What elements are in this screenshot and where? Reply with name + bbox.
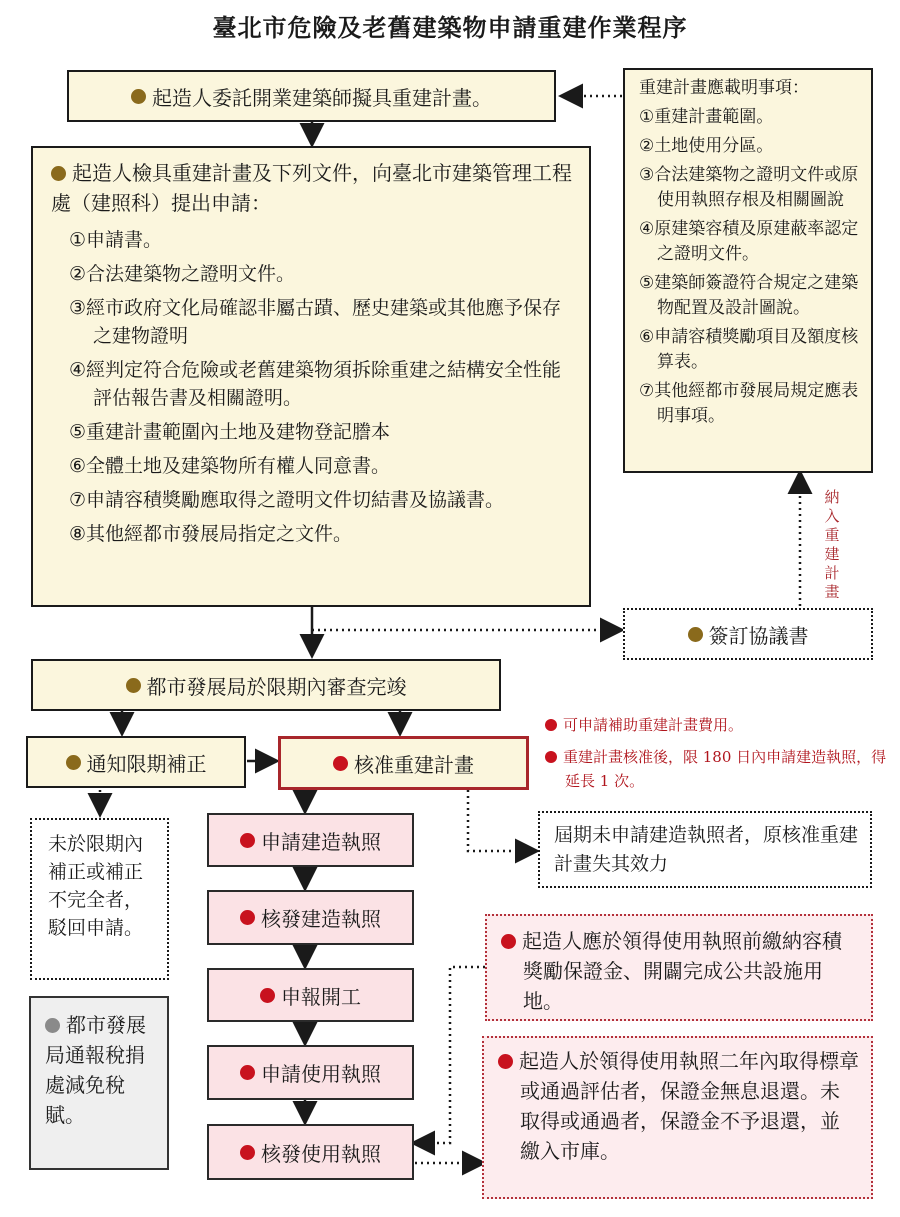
bullet-dot-icon bbox=[240, 1145, 255, 1160]
plan-contents-box bbox=[623, 68, 873, 473]
reject-note-box bbox=[30, 818, 169, 980]
bullet-dot-icon bbox=[66, 755, 81, 770]
deposit-note-box bbox=[485, 914, 873, 1021]
refund-note bbox=[498, 1046, 859, 1166]
tax-note bbox=[45, 1010, 159, 1130]
arrow-deposit-issue bbox=[415, 967, 485, 1143]
refund-note-text: 起造人於領得使用執照二年內取得標章或通過評估者，保證金無息退還。未取得或通過者，保證金不予退還，並繳入市庫。 bbox=[519, 1049, 859, 1163]
bullet-dot-icon bbox=[240, 1065, 255, 1080]
plan-contents-title: 重建計畫應載明事項： bbox=[639, 78, 809, 98]
deposit-note bbox=[501, 926, 859, 1016]
list-item: ⑤建築師簽證符合規定之建築物配置及設計圖說。 bbox=[639, 273, 859, 318]
expire-note-text: 屆期未申請建造執照者，原核准重建計畫失其效力 bbox=[554, 824, 859, 875]
step-label: 核發建造執照 bbox=[261, 907, 381, 931]
review-text: 都市發展局於限期內審查完竣 bbox=[146, 674, 407, 699]
approve-box bbox=[278, 736, 529, 790]
bullet-dot-icon bbox=[260, 988, 275, 1003]
bullet-dot-icon bbox=[240, 910, 255, 925]
tax-note-box bbox=[29, 996, 169, 1170]
deadline-note bbox=[545, 745, 895, 793]
reject-note-text: 未於限期內補正或補正不完全者，駁回申請。 bbox=[48, 833, 144, 939]
correction-box bbox=[26, 736, 246, 788]
bullet-dot-icon bbox=[498, 1054, 513, 1069]
deadline-note-text: 重建計畫核准後，限 180 日內申請建造執照，得延長 1 次。 bbox=[563, 748, 887, 790]
page-title: 臺北市危險及老舊建築物申請重建作業程序 bbox=[212, 14, 688, 42]
step-label: 申報開工 bbox=[281, 984, 361, 1009]
step-report-construction-start bbox=[207, 968, 414, 1022]
deposit-note-text: 起造人應於領得使用執照前繳納容積獎勵保證金、開闢完成公共設施用地。 bbox=[522, 929, 842, 1013]
bullet-dot-icon bbox=[545, 719, 557, 731]
list-item: ⑦申請容積獎勵應取得之證明文件切結書及協議書。 bbox=[69, 489, 505, 511]
step-issue-building-permit bbox=[207, 890, 414, 945]
review-box bbox=[31, 659, 501, 711]
step2-box bbox=[31, 146, 591, 607]
list-item: ③經市政府文化局確認非屬古蹟、歷史建築或其他應予保存之建物證明 bbox=[69, 297, 562, 347]
list-item: ⑥申請容積獎勵項目及額度核算表。 bbox=[639, 327, 859, 372]
bullet-dot-icon bbox=[131, 89, 146, 104]
bullet-dot-icon bbox=[45, 1018, 60, 1033]
list-item: ③合法建築物之證明文件或原使用執照存根及相關圖說 bbox=[639, 165, 859, 210]
sign-agreement-text: 簽訂協議書 bbox=[708, 623, 809, 648]
tax-note-text: 都市發展局通報稅捐處減免稅賦。 bbox=[45, 1013, 146, 1127]
list-item: ④經判定符合危險或老舊建築物須拆除重建之結構安全性能評估報告書及相關證明。 bbox=[69, 359, 562, 409]
step-apply-building-permit bbox=[207, 813, 414, 867]
subsidy-note bbox=[545, 713, 875, 737]
list-item: ⑥全體土地及建築物所有權人同意書。 bbox=[69, 455, 391, 477]
list-item: ⑧其他經都市發展局指定之文件。 bbox=[69, 523, 353, 545]
step-issue-usage-permit bbox=[207, 1124, 414, 1180]
list-item: ①申請書。 bbox=[69, 229, 163, 251]
list-item: ①重建計畫範圍。 bbox=[639, 107, 774, 127]
list-item: ⑤重建計畫範圍內土地及建物登記謄本 bbox=[69, 421, 391, 443]
arrow-approve-expire bbox=[468, 790, 535, 851]
correction-text: 通知限期補正 bbox=[86, 751, 207, 776]
list-item: ②合法建築物之證明文件。 bbox=[69, 263, 296, 285]
bullet-dot-icon bbox=[688, 627, 703, 642]
list-item: ②土地使用分區。 bbox=[639, 136, 774, 156]
step2-intro bbox=[51, 158, 573, 218]
bullet-dot-icon bbox=[126, 678, 141, 693]
step1-box bbox=[67, 70, 556, 122]
step-apply-usage-permit bbox=[207, 1045, 414, 1100]
expire-note-box bbox=[538, 811, 872, 888]
step1-text: 起造人委託開業建築師擬具重建計畫。 bbox=[152, 85, 492, 110]
bullet-dot-icon bbox=[51, 166, 66, 181]
step-label: 申請使用執照 bbox=[261, 1062, 381, 1086]
bullet-dot-icon bbox=[545, 751, 557, 763]
bullet-dot-icon bbox=[240, 833, 255, 848]
bullet-dot-icon bbox=[333, 756, 348, 771]
step-label: 核發使用執照 bbox=[261, 1141, 381, 1166]
list-item: ④原建築容積及原建蔽率認定之證明文件。 bbox=[639, 219, 859, 264]
step-label: 申請建造執照 bbox=[261, 829, 381, 854]
include-plan-label: 納入重建計畫 bbox=[824, 488, 840, 601]
refund-note-box bbox=[482, 1036, 873, 1199]
subsidy-note-text: 可申請補助重建計畫費用。 bbox=[563, 716, 744, 734]
bullet-dot-icon bbox=[501, 934, 516, 949]
sign-agreement-box bbox=[623, 608, 873, 660]
list-item: ⑦其他經都市發展局規定應表明事項。 bbox=[639, 381, 859, 426]
approve-text: 核准重建計畫 bbox=[354, 752, 474, 777]
step2-list bbox=[51, 226, 573, 548]
step2-intro-text: 起造人檢具重建計畫及下列文件，向臺北市建築管理工程處（建照科）提出申請： bbox=[51, 161, 572, 215]
